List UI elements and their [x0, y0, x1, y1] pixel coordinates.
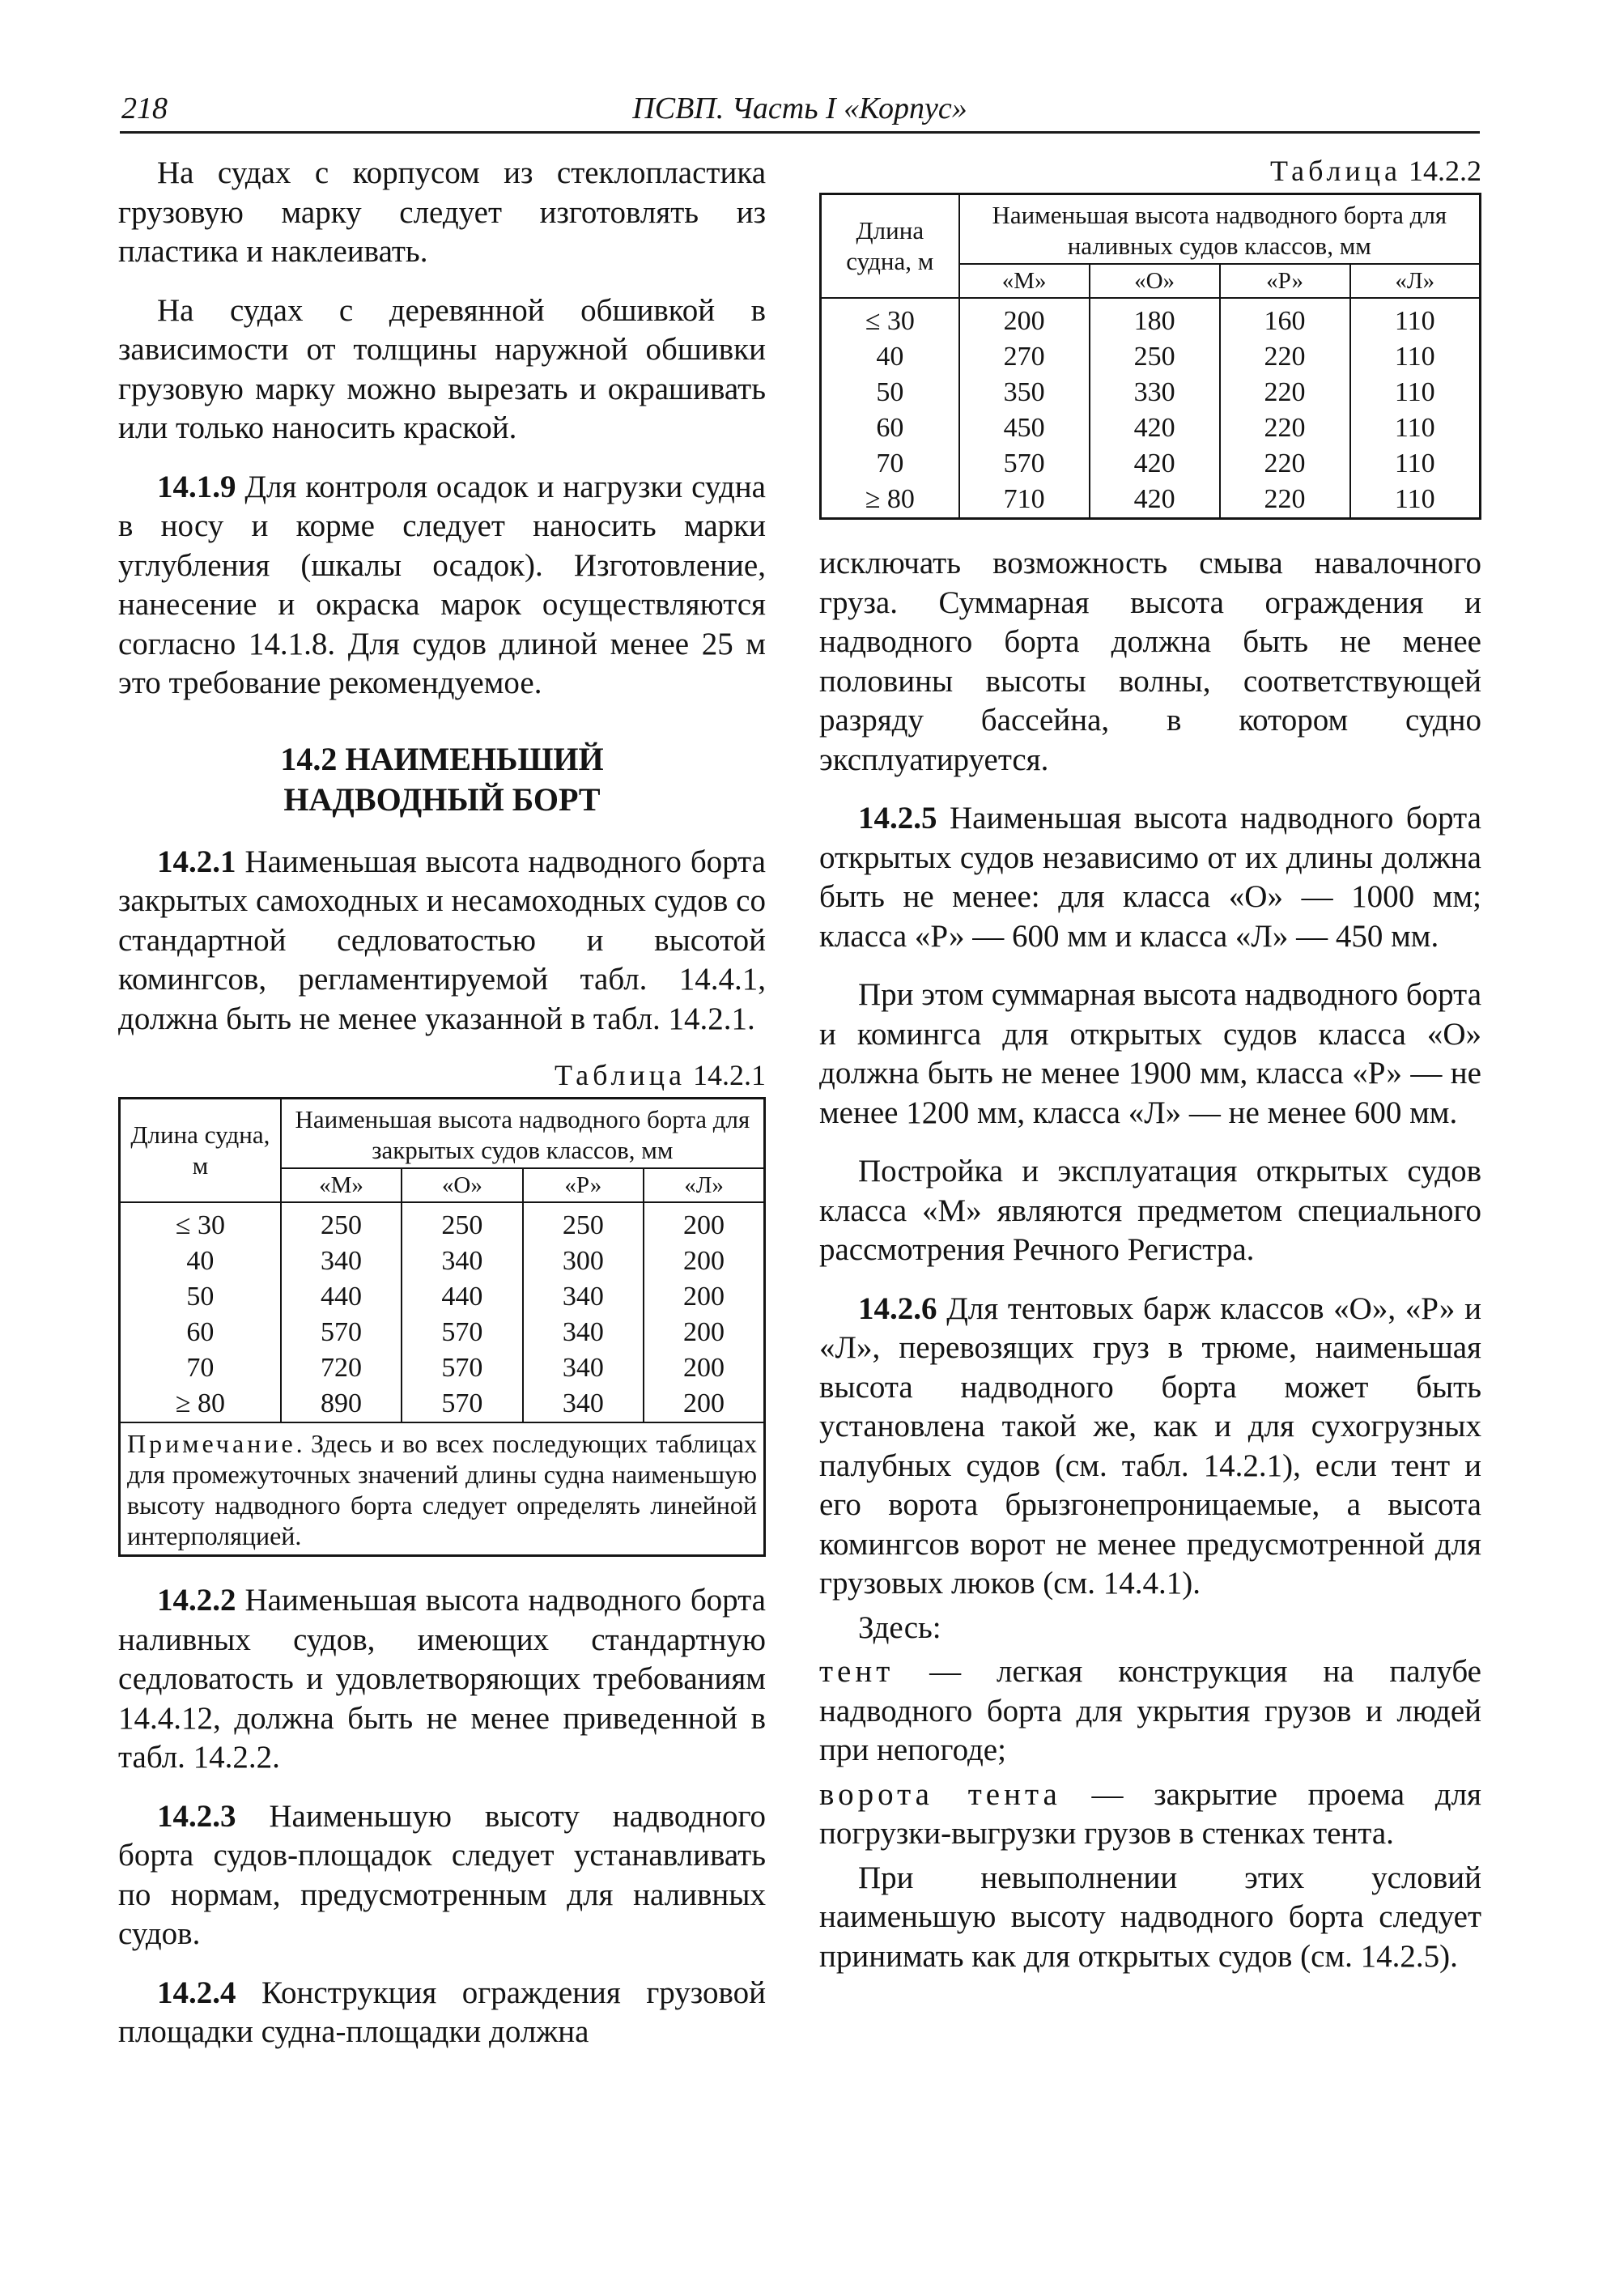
table-cell: 110: [1350, 446, 1481, 482]
table-cell: ≥ 80: [120, 1386, 281, 1422]
table-cell: 220: [1220, 339, 1350, 375]
table-cell: 220: [1220, 375, 1350, 410]
table-cell: 570: [959, 446, 1090, 482]
section-14-2-5: [819, 799, 1481, 956]
table-cell: 570: [281, 1315, 402, 1350]
table-14-2-1: [118, 1058, 766, 1557]
paragraph-total-height: При этом суммарная высота надводного борта и комингса для открытых судов класса «О» должна быть не менее 1900 мм, класса «Р» — не менее 1200 мм, класса «Л» — не менее 600 мм.: [819, 977, 1481, 1130]
table-14-2-2: [819, 154, 1481, 520]
right-column: [819, 154, 1481, 1996]
table-caption: [118, 1058, 766, 1092]
length-header: Длина судна, м: [821, 194, 959, 299]
table-cell: 40: [821, 339, 959, 375]
section-text: Наименьшая высота надводного борта открытых судов независимо от их длины должна быть не менее: для класса «О» — 1000 мм; класса «Р» — 600 мм и класса «Л» — 450 мм.: [819, 801, 1481, 954]
table-cell: 110: [1350, 298, 1481, 339]
table-cell: 570: [402, 1315, 522, 1350]
table-cell: ≤ 30: [821, 298, 959, 339]
table-cell: 200: [644, 1244, 764, 1279]
table-cell: 110: [1350, 375, 1481, 410]
class-header: «О»: [1090, 264, 1220, 298]
table-cell: ≥ 80: [821, 482, 959, 519]
class-header: «Л»: [1350, 264, 1481, 298]
running-title: ПСВП. Часть I «Корпус»: [632, 91, 967, 125]
page-number: 218: [121, 91, 168, 125]
table-cell: 60: [821, 410, 959, 446]
page-header: [120, 87, 1480, 134]
section-text: Наименьшая высота надводного борта наливных судов, имеющих стандартную седловатость и удовлетворяющих требованиям 14.4.12, должна быть не менее приведенной в табл. 14.2.2.: [118, 1583, 766, 1775]
table-cell: 70: [821, 446, 959, 482]
section-text: Конструкция ограждения грузовой площадки судна-площадки должна: [118, 1975, 766, 2049]
section-heading-14-2: [118, 739, 766, 820]
table-cell: 110: [1350, 410, 1481, 446]
table-row: [821, 339, 1481, 375]
table-row: [120, 1279, 765, 1315]
definition-text: — закрытие проема для погрузки-выгрузки грузов в стенках тента.: [819, 1776, 1481, 1851]
class-header: «О»: [402, 1168, 522, 1202]
table-cell: 340: [523, 1279, 644, 1315]
table-row: [120, 1350, 765, 1386]
table-row: [821, 298, 1481, 339]
table-cell: 200: [644, 1315, 764, 1350]
table-cell: ≤ 30: [120, 1202, 281, 1244]
table-row: [120, 1315, 765, 1350]
section-number: 14.2.6: [858, 1290, 937, 1326]
table-cell: 440: [402, 1279, 522, 1315]
definition-term: ворота тента: [819, 1776, 1061, 1812]
section-number: 14.2.5: [858, 801, 937, 835]
table-cell: 50: [821, 375, 959, 410]
table-cell: 110: [1350, 339, 1481, 375]
table-cell: 570: [402, 1350, 522, 1386]
length-header: Длина судна, м: [120, 1099, 281, 1203]
table-caption-number: 14.2.1: [686, 1059, 766, 1091]
definition-tent: [819, 1652, 1481, 1771]
section-14-2-6: [819, 1290, 1481, 1604]
table-cell: 50: [120, 1279, 281, 1315]
definition-tent-gate: [819, 1775, 1481, 1854]
table-cell: 250: [523, 1202, 644, 1244]
table-cell: 220: [1220, 410, 1350, 446]
table-cell: 250: [1090, 339, 1220, 375]
table-cell: 340: [523, 1350, 644, 1386]
paragraph-construction: Постройка и эксплуатация открытых судов класса «М» являются предметом специального рассмотрения Речного Регистра.: [819, 1154, 1481, 1267]
heading-line-1: 14.2 НАИМЕНЬШИЙ: [280, 740, 604, 777]
table-cell: 220: [1220, 482, 1350, 519]
table-caption-word: Таблица: [1270, 155, 1401, 187]
table-cell: 570: [402, 1386, 522, 1422]
table-note: [120, 1422, 765, 1556]
freeboard-closed-table: [118, 1097, 766, 1557]
table-cell: 710: [959, 482, 1090, 519]
section-14-2-4: [118, 1974, 766, 2052]
paragraph-otherwise: При невыполнении этих условий наименьшую высоту надводного борта следует принимать как для открытых судов (см. 14.2.5).: [819, 1860, 1481, 1974]
paragraph-fiberglass: На судах с корпусом из стеклопластика грузовую марку следует изготовлять из пластика и наклеивать.: [118, 155, 766, 269]
class-header: «Р»: [1220, 264, 1350, 298]
heading-line-2: НАДВОДНЫЙ БОРТ: [283, 780, 601, 818]
section-text: Для контроля осадок и нагрузки судна в носу и корме следует наносить марки углубления (шкалы осадок). Изготовление, нанесение и окраска марок осуществляются согласно 14.1.8. Для судов длиной менее 25 м это требование рекомендуемое.: [118, 469, 766, 700]
table-cell: 180: [1090, 298, 1220, 339]
section-number: 14.2.2: [157, 1583, 236, 1618]
left-column: [118, 154, 766, 2072]
table-cell: 340: [523, 1315, 644, 1350]
table-cell: 450: [959, 410, 1090, 446]
definition-term: тент: [819, 1654, 895, 1689]
table-cell: 420: [1090, 482, 1220, 519]
table-cell: 200: [959, 298, 1090, 339]
table-cell: 200: [644, 1279, 764, 1315]
class-header: «М»: [959, 264, 1090, 298]
section-14-2-1: [118, 843, 766, 1040]
table-cell: 300: [523, 1244, 644, 1279]
section-text: Наименьшая высота надводного борта закрытых самоходных и несамоходных судов со стандартной седловатостью и высотой комингсов, регламентируемой табл. 14.4.1, должна быть не менее указанной в табл. 14.2.1.: [118, 844, 766, 1036]
table-cell: 340: [523, 1386, 644, 1422]
table-cell: 200: [644, 1386, 764, 1422]
table-cell: 350: [959, 375, 1090, 410]
section-number: 14.1.9: [157, 469, 236, 504]
table-cell: 720: [281, 1350, 402, 1386]
class-header: «Р»: [523, 1168, 644, 1202]
table-row: [821, 482, 1481, 519]
table-cell: 420: [1090, 410, 1220, 446]
table-cell: 70: [120, 1350, 281, 1386]
class-header: «М»: [281, 1168, 402, 1202]
table-cell: 440: [281, 1279, 402, 1315]
class-header: «Л»: [644, 1168, 764, 1202]
section-14-1-9: [118, 468, 766, 704]
section-14-2-2: [118, 1581, 766, 1778]
freeboard-tanker-table: [819, 193, 1481, 520]
table-cell: 340: [281, 1244, 402, 1279]
paragraph-here: Здесь:: [858, 1609, 941, 1645]
section-text: Наименьшую высоту надводного борта судов-площадок следует устанавливать по нормам, предусмотренным для наливных судов.: [118, 1798, 766, 1951]
table-cell: 60: [120, 1315, 281, 1350]
table-cell: 160: [1220, 298, 1350, 339]
section-number: 14.2.3: [157, 1798, 236, 1834]
table-cell: 250: [281, 1202, 402, 1244]
table-cell: 200: [644, 1202, 764, 1244]
table-cell: 330: [1090, 375, 1220, 410]
group-header: Наименьшая высота надводного борта для наливных судов классов, мм: [959, 194, 1481, 265]
section-number: 14.2.4: [157, 1975, 236, 2010]
table-row: [821, 375, 1481, 410]
table-row: [821, 410, 1481, 446]
section-14-2-3: [118, 1797, 766, 1954]
definition-text: — легкая конструкция на палубе надводного борта для укрытия грузов и людей при непогоде;: [819, 1654, 1481, 1767]
table-cell: 270: [959, 339, 1090, 375]
table-caption: [819, 154, 1481, 188]
table-cell: 40: [120, 1244, 281, 1279]
group-header: Наименьшая высота надводного борта для закрытых судов классов, мм: [281, 1099, 765, 1169]
note-text: . Здесь и во всех последующих таблицах для промежуточных значений длины судна наименьшую высоту надводного борта следует определять линейной интерполяцией.: [127, 1429, 757, 1550]
table-row: [120, 1202, 765, 1244]
table-cell: 220: [1220, 446, 1350, 482]
paragraph-wooden: На судах с деревянной обшивкой в зависимости от толщины наружной обшивки грузовую марку можно вырезать и окрашивать или только наносить краской.: [118, 292, 766, 445]
table-row: [821, 446, 1481, 482]
section-text: Для тентовых барж классов «О», «Р» и «Л», перевозящих груз в трюме, наименьшая высота надводного борта может быть установлена такой же, как и для сухогрузных палубных судов (см. табл. 14.2.1), если тент и его ворота брызгонепроницаемые, а высота комингсов ворот не менее предусмотренной для грузовых люков (см. 14.4.1).: [819, 1290, 1481, 1601]
table-cell: 200: [644, 1350, 764, 1386]
table-cell: 340: [402, 1244, 522, 1279]
table-cell: 250: [402, 1202, 522, 1244]
table-caption-word: Таблица: [555, 1059, 686, 1091]
section-number: 14.2.1: [157, 844, 236, 879]
table-cell: 110: [1350, 482, 1481, 519]
table-row: [120, 1386, 765, 1422]
table-row: [120, 1244, 765, 1279]
table-note-row: [120, 1422, 765, 1556]
note-label: Примечание: [127, 1429, 296, 1458]
table-caption-number: 14.2.2: [1401, 155, 1481, 187]
table-cell: 420: [1090, 446, 1220, 482]
paragraph-continuation: исключать возможность смыва навалочного груза. Суммарная высота ограждения и надводного борта должна быть не менее половины высоты волны, соответствующей разряду бассейна, в котором судно эксплуатируется.: [819, 546, 1481, 777]
table-cell: 890: [281, 1386, 402, 1422]
